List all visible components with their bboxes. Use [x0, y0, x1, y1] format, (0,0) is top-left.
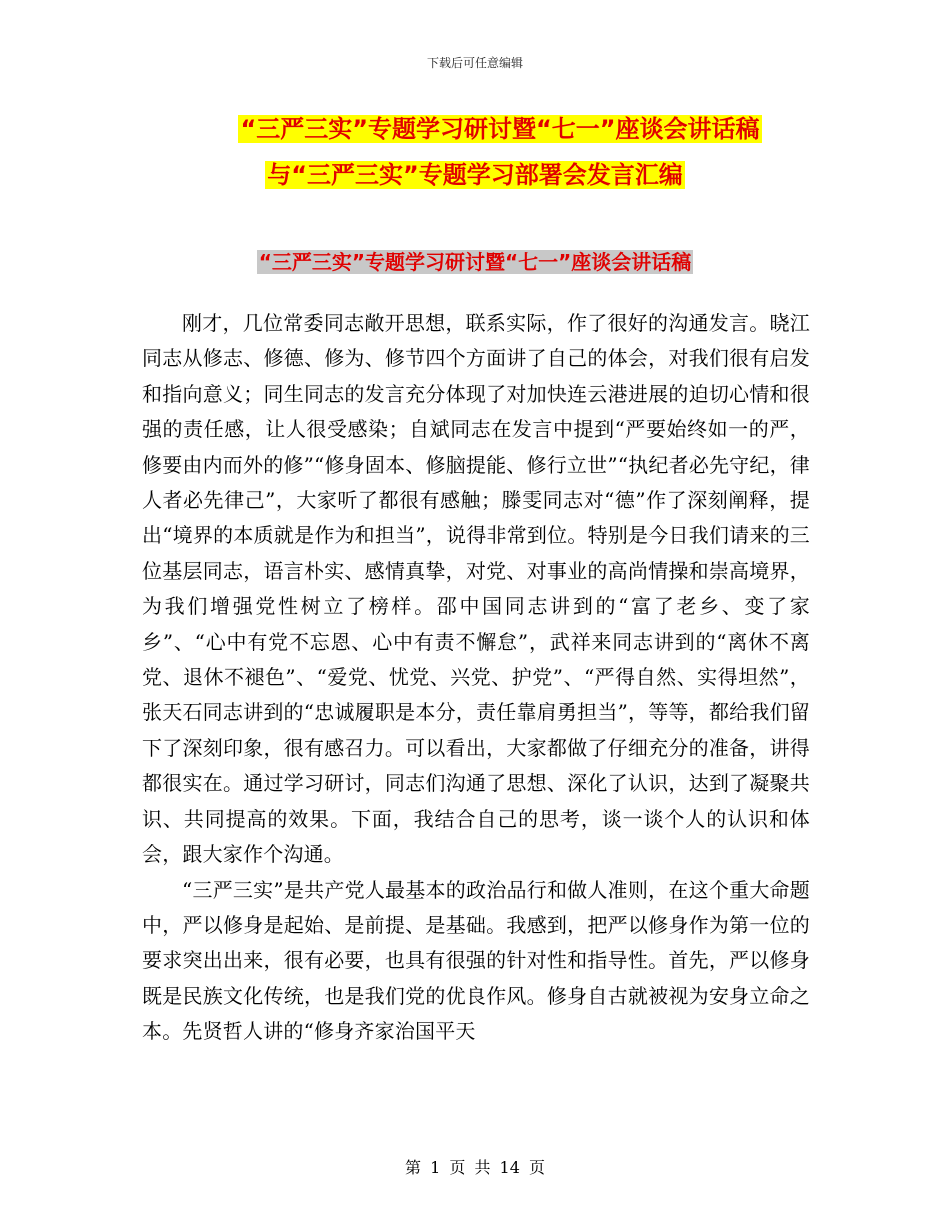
header-note: 下载后可任意编辑 [426, 56, 523, 70]
title-line-1-text: “三严三实”专题学习研讨暨“七一”座谈会讲话稿 [240, 115, 760, 143]
body-paragraph: “三严三实”是共产党人最基本的政治品行和做人准则，在这个重大命题中，严以修身是起始、是前提、是基础。我感到，把严以修身作为第一位的要求突出出来，很有必要，也具有很强的针对性和指导性。首先，严以修身既是民族文化传统，也是我们党的优良作风。修身自古就被视为安身立命之本。先贤哲人讲的“修身齐家治国平天 [142, 877, 810, 1044]
document-body [142, 306, 810, 1050]
section-title [0, 248, 950, 276]
body-paragraph: 刚才，几位常委同志敞开思想，联系实际，作了很好的沟通发言。晓江同志从修志、修德、修为、修节四个方面讲了自己的体会，对我们很有启发和指向意义；同生同志的发言充分体现了对加快连云港进展的迫切心情和很强的责任感，让人很受感染；自斌同志在发言中提到“严要始终如一的严，修要由内而外的修”“修身固本、修脑提能、修行立世”“执纪者必先守纪，律人者必先律己”，大家听了都很有感触；滕雯同志对“德”作了深刻阐释，提出“境界的本质就是作为和担当”，说得非常到位。特别是今日我们请来的三位基层同志，语言朴实、感情真挚，对党、对事业的高尚情操和崇高境界，为我们增强党性树立了榜样。邵中国同志讲到的“富了老乡、变了家乡”、“心中有党不忘恩、心中有责不懈怠”，武祥来同志讲到的“离休不离党、退休不褪色”、“爱党、忧党、兴党、护党”、“严得自然、实得坦然”，张天石同志讲到的“忠诚履职是本分，责任靠肩勇担当”，等等，都给我们留下了深刻印象，很有感召力。可以看出，大家都做了仔细充分的准备，讲得都很实在。通过学习研讨，同志们沟通了思想、深化了认识，达到了凝聚共识、共同提高的效果。下面，我结合自己的思考，谈一谈个人的认识和体会，跟大家作个沟通。 [142, 311, 810, 867]
document-title-line-1 [0, 114, 950, 144]
title-line-2-text: 与“三严三实”专题学习部署会发言汇编 [267, 161, 683, 189]
section-title-text: “三严三实”专题学习研讨暨“七一”座谈会讲话稿 [258, 250, 692, 274]
page-number: 第 1 页 共 14 页 [405, 1158, 545, 1177]
document-title-line-2 [0, 160, 950, 190]
